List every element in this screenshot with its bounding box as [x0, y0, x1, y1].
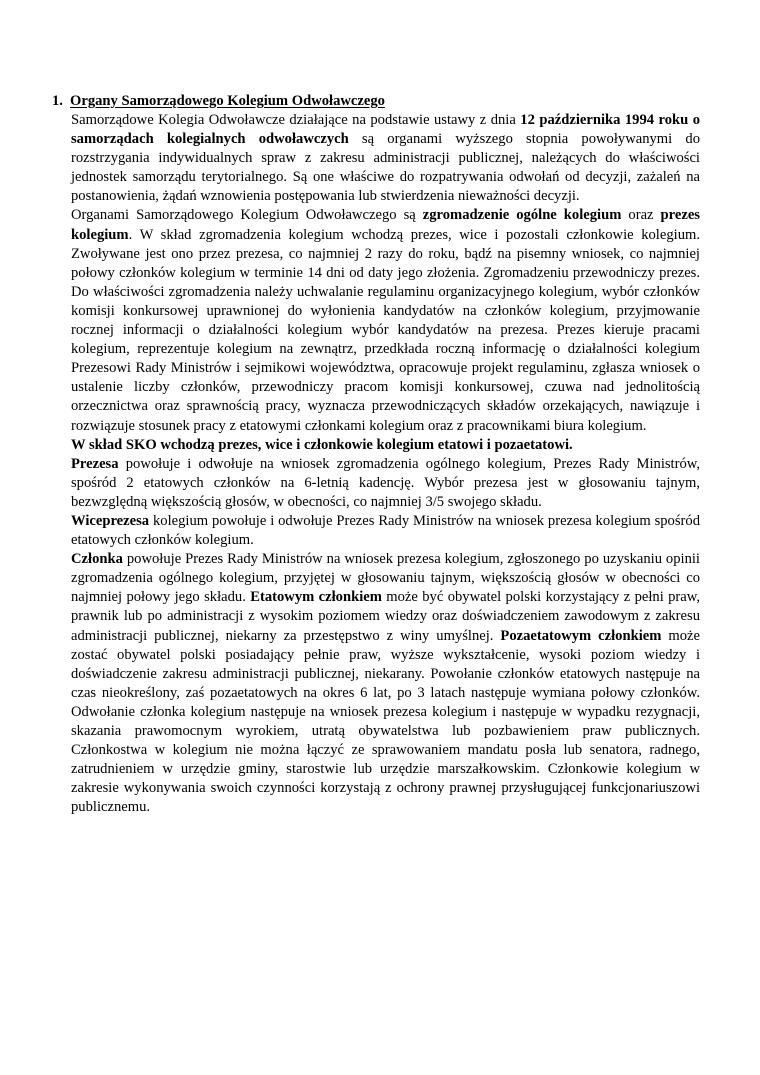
bold-run: zgromadzenie ogólne kolegium [422, 207, 622, 224]
bold-run: 12 października 1994 roku o samorządach kolegialnych odwoławczych [71, 112, 700, 148]
text-run: oraz [621, 207, 661, 224]
text-run: powołuje Prezes Rady Ministrów na wniosek prezesa kolegium, zgłoszonego po uzyskaniu opinii zgromadzenia ogólnego kolegium, przyjętej w głosowaniu tajnym, większością głosów w obecności co najmniej połowy jego składu. [71, 551, 700, 606]
text-run: może zostać obywatel polski posiadający pełnie praw, wyższe wykształcenie, wysoki poziom wiedzy i doświadczenie zakresu administracji publicznej, niekarany. Powołanie członków etatowych następuje na czas nieokreślony, zaś pozaetatowych na okres 6 lat, po 3 latach następuje wymiana połowy członków. Odwołanie członka kolegium następuje na wniosek prezesa kolegium i następuje w wypadku rezygnacji, skazania prawomocnym wyrokiem, utratą obywatelstwa lub pozbawieniem praw publicznych. Członkostwa w kolegium nie można łączyć ze sprawowaniem mandatu posła lub senatora, radnego, zatrudnieniem w urzędzie gminy, starostwie lub urzędzie marszałkowskim. Członkowie kolegium w zakresie wykonywania swoich czynności korzystają z ochrony prawnej przysługującej funkcjonariuszowi publicznemu. [71, 627, 700, 816]
section-1 [52, 92, 700, 817]
paragraph-member [71, 550, 700, 817]
bold-run: prezes kolegium [71, 207, 700, 243]
section-title: Organy Samorządowego Kolegium Odwoławczego [70, 93, 385, 109]
bold-run: W skład SKO wchodzą prezes, wice i członkowie kolegium etatowi i pozaetatowi. [71, 436, 573, 453]
paragraph-president [71, 455, 700, 512]
paragraph-composition [71, 436, 700, 455]
text-run: są organami wyższego stopnia powoływanymi do rozstrzygania indywidualnych spraw z zakresu administracji publicznej, należących do właściwości jednostek samorządu terytorialnego. Są one właściwe do rozpatrywania odwołań od decyzji, zażaleń na postanowienia, żądań wznowienia postępowania lub stwierdzenia nieważności decyzji. [71, 131, 700, 205]
bold-run: Członka [71, 551, 123, 568]
text-run: powołuje i odwołuje na wniosek zgromadzenia ogólnego kolegium, Prezes Rady Ministrów, spośród 2 etatowych członków na 6-letnią kadencję. Wybór prezesa jest w głosowaniu tajnym, bezwzględną większością głosów, w obecności, co najmniej 3/5 swojego składu. [71, 455, 700, 510]
bold-run: Pozaetatowym członkiem [500, 627, 662, 644]
bold-run: Prezesa [71, 455, 119, 472]
text-run: Samorządowe Kolegia Odwoławcze działające na podstawie ustawy z dnia [71, 112, 521, 128]
section-heading [52, 92, 700, 111]
text-run: . W skład zgromadzenia kolegium wchodzą prezes, wice i pozostali członkowie kolegium. Zwoływane jest ono przez prezesa, co najmniej 2 razy do roku, bądź na pisemny wniosek, co najmniej połowy członków kolegium w terminie 14 dni od daty jego złożenia. Zgromadzeniu przewodniczy prezes. Do właściwości zgromadzenia należy uchwalanie regulaminu organizacyjnego kolegium, wybór członków komisji konkursowej uprawnionej do wyłonienia kandydatów na członków kolegium, przyjmowanie rocznej informacji o działalności kolegium wybór kandydatów na prezesa. Prezes kieruje pracami kolegium, reprezentuje kolegium na zewnątrz, przedkłada roczną informację o działalności kolegium Prezesowi Rady Ministrów i sejmikowi województwa, opracowuje projekt regulaminu, zgłasza wniosek o ustalenie liczby członków, przewodniczy pracom komisji konkursowej, czuwa nad jednolitością orzecznictwa oraz sprawnością pracy, wyznacza przewodniczących składów orzekających, nawiązuje i rozwiązuje stosunek pracy z etatowymi członkami kolegium oraz z pracownikami biura kolegium. [71, 226, 700, 434]
text-run: może być obywatel polski korzystający z pełni praw, prawnik lub po administracji z wysokim poziomem wiedzy oraz doświadczeniem zawodowym z zakresu administracji publicznej, niekarny za przestępstwo z winy umyślnej. [71, 589, 701, 644]
section-number: 1. [52, 93, 63, 109]
bold-run: Wiceprezesa [71, 512, 150, 529]
text-run: Organami Samorządowego Kolegium Odwoławczego są [71, 207, 423, 224]
text-run: kolegium powołuje i odwołuje Prezes Rady Ministrów na wniosek prezesa kolegium spośród etatowych członków kolegium. [71, 512, 700, 549]
paragraph-vice-president [71, 512, 700, 550]
paragraph-legal-basis [71, 111, 700, 206]
paragraph-organs [71, 206, 700, 435]
bold-run: Etatowym członkiem [250, 589, 382, 606]
section-body [71, 111, 700, 817]
